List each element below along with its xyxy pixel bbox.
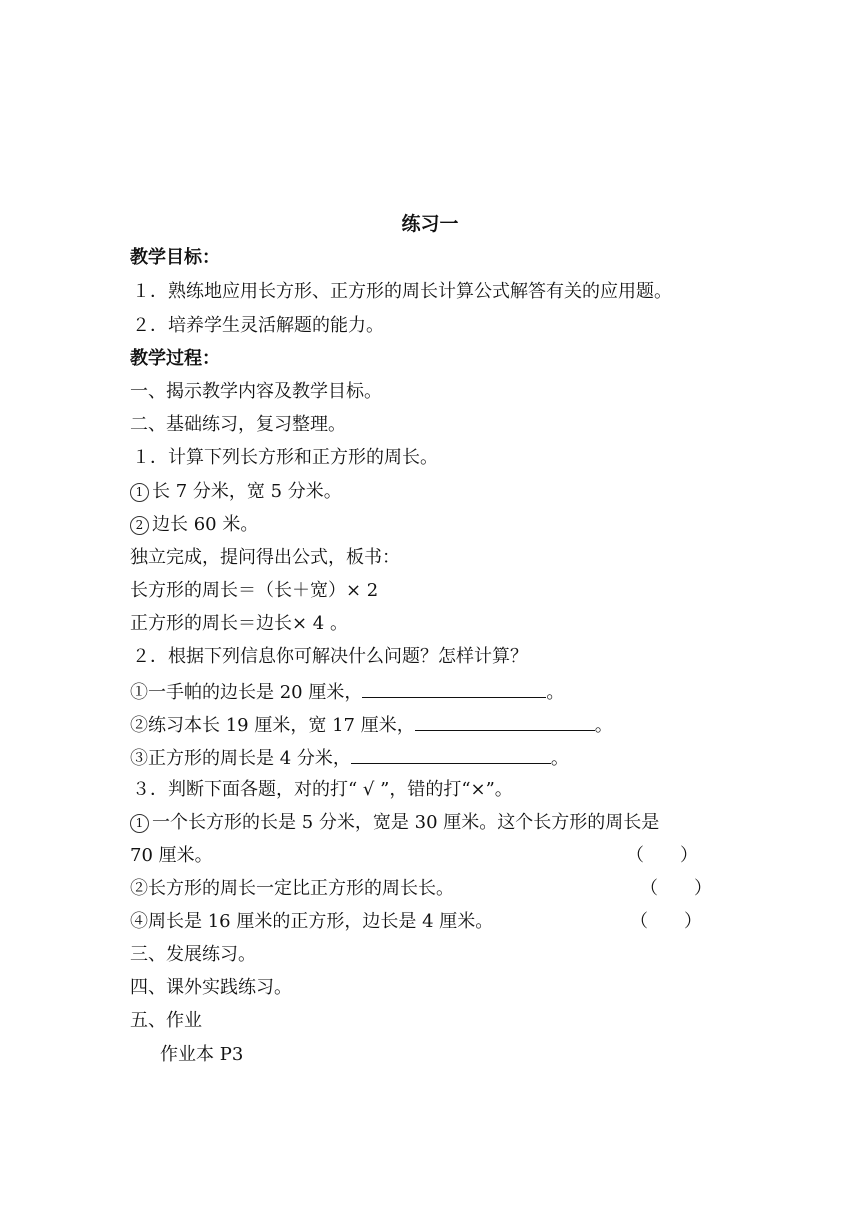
step-3: 三、发展练习。 (130, 944, 256, 965)
question-1: １．计算下列长方形和正方形的周长。 (132, 447, 438, 468)
item-text: ②练习本长 19 厘米，宽 17 厘米， (130, 715, 415, 736)
goal-item-2: ２．培养学生灵活解题的能力。 (132, 315, 384, 336)
question-3-item-c: ④周长是 16 厘米的正方形，边长是 4 厘米。 (130, 911, 494, 932)
answer-parens[interactable]: （ ） (626, 845, 698, 866)
goal-item-1: １．熟练地应用长方形、正方形的周长计算公式解答有关的应用题。 (132, 281, 672, 302)
step-2: 二、基础练习，复习整理。 (130, 414, 346, 435)
circled-number: 1 (130, 483, 149, 502)
step-1: 一、揭示教学内容及教学目标。 (130, 381, 382, 402)
question-2: ２．根据下列信息你可解决什么问题？怎样计算？ (132, 646, 528, 667)
answer-blank[interactable] (351, 745, 551, 764)
answer-blank[interactable] (415, 712, 595, 731)
question-1-item-a (130, 480, 342, 504)
item-text: 边长 60 米。 (152, 514, 259, 535)
goals-heading: 教学目标： (130, 247, 220, 268)
formula-square: 正方形的周长＝边长× 4 。 (130, 613, 348, 634)
process-heading: 教学过程： (130, 348, 220, 369)
question-2-item-a (130, 679, 564, 705)
question-3-item-a (130, 811, 659, 835)
question-2-item-b (130, 712, 613, 738)
question-3-item-b: ②长方形的周长一定比正方形的周长长。 (130, 878, 454, 899)
formula-rectangle: 长方形的周长＝（长＋宽）× 2 (130, 580, 379, 601)
question-1-note: 独立完成，提问得出公式，板书： (130, 547, 400, 568)
end-mark: 。 (594, 715, 613, 736)
step-4: 四、课外实践练习。 (130, 977, 292, 998)
item-text: 一个长方形的长是 5 分米，宽是 30 厘米。这个长方形的周长是 (152, 812, 660, 833)
question-1-item-b (130, 513, 258, 537)
question-3-item-a-cont: 70 厘米。 (130, 845, 213, 866)
answer-blank[interactable] (362, 679, 546, 698)
circled-number: 1 (130, 814, 149, 833)
step-5: 五、作业 (130, 1010, 202, 1031)
circled-number: 2 (130, 516, 149, 535)
end-mark: 。 (550, 748, 569, 769)
end-mark: 。 (546, 682, 565, 703)
item-text: 长 7 分米，宽 5 分米。 (152, 481, 342, 502)
item-text: ③正方形的周长是 4 分米， (130, 748, 351, 769)
item-text: ①一手帕的边长是 20 厘米， (130, 682, 363, 703)
page-title: 练习一 (401, 213, 459, 235)
answer-parens[interactable]: （ ） (640, 878, 712, 899)
answer-parens[interactable]: （ ） (630, 911, 702, 932)
homework: 作业本 P3 (160, 1044, 244, 1065)
question-2-item-c (130, 745, 569, 771)
question-3: ３．判断下面各题，对的打“ √ ”，错的打“×”。 (132, 779, 513, 800)
